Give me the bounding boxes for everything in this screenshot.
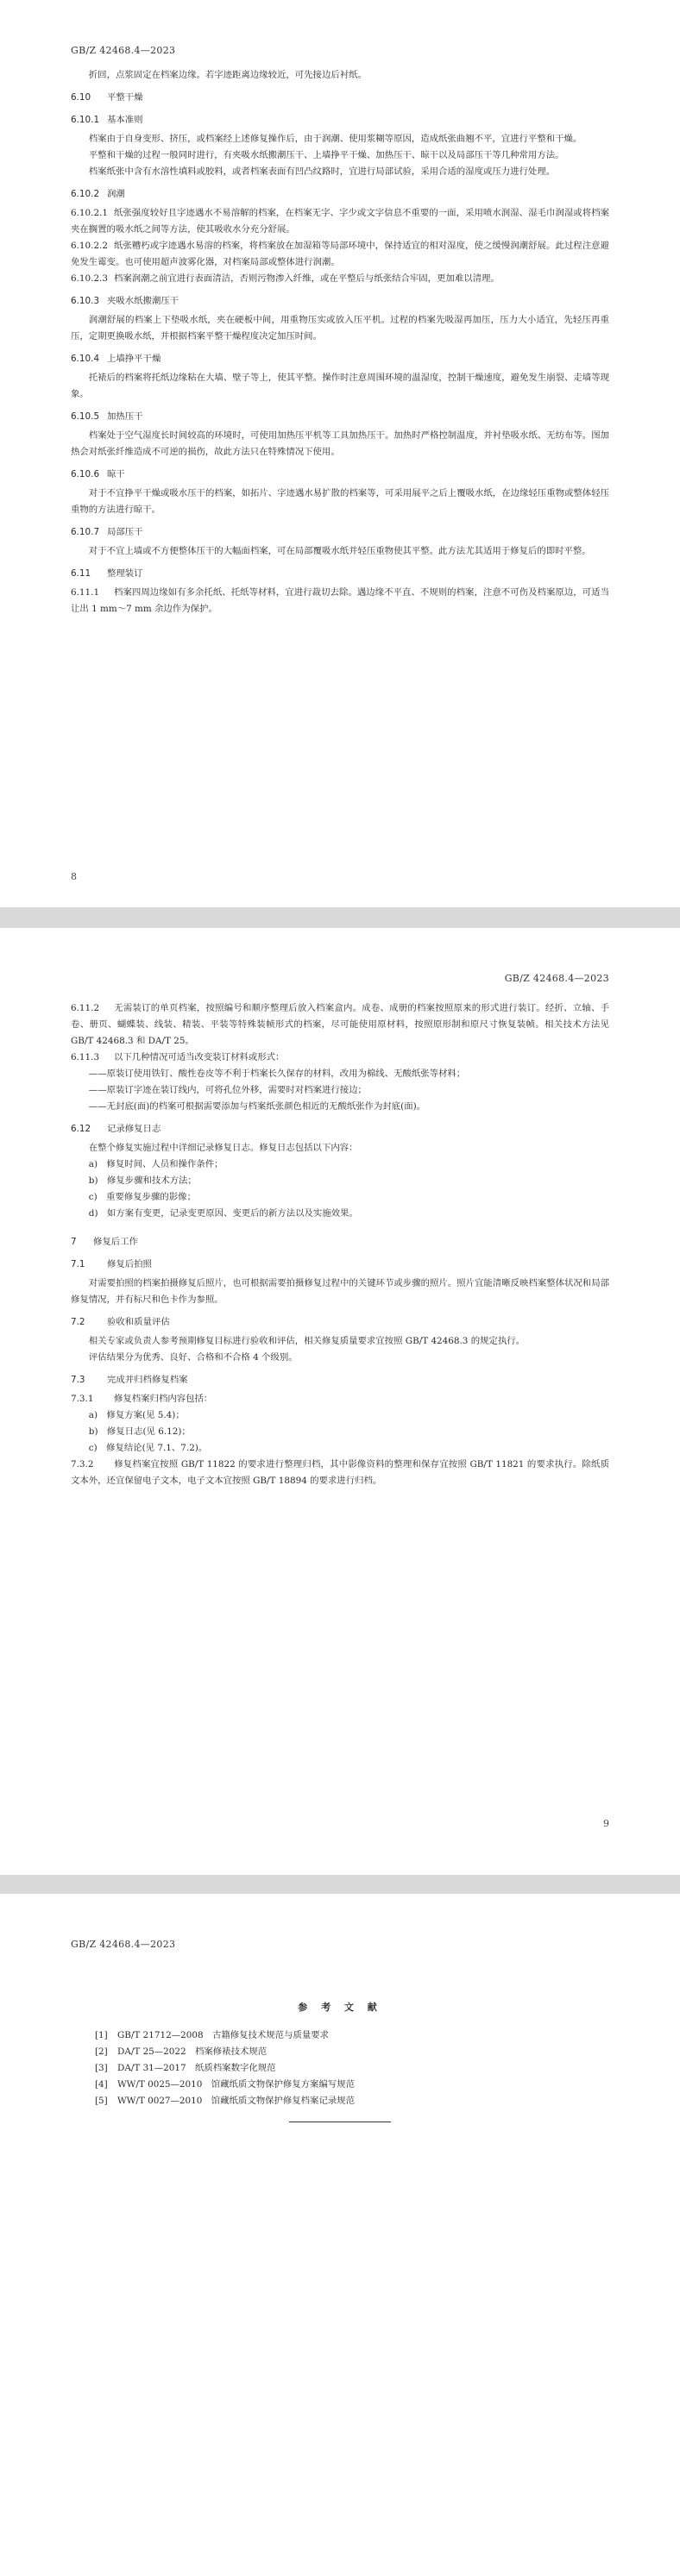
list-item: b) 修复日志(见 6.12)； [88,1426,191,1437]
paragraph: 托裱后的档案将托纸边缘粘在大墙、壁子等上，使其平整。操作时注意周围环境的温湿度，控制干燥速度，避免发生崩裂、走墙等现象。 [71,373,609,399]
document-page-3 [0,1894,680,2576]
dash-item: ——原装订字迹在装订线内，可将孔位外移，需要时对档案进行接边； [88,1085,367,1095]
numbered-clause: 6.10.2.3 档案润潮之前宜进行表面清洁，否则污物渗入纤维，或在平整后与纸张结合牢固，更加难以清理。 [71,273,500,284]
numbered-clause: 6.11.2 无需装订的单页档案，按照编号和顺序整理后放入档案盒内。成卷、成册的档案按照原来的形式进行装订。经折、立轴、手卷、册页、蝴蝶装、线装、精装、平装等特殊装帧形式的档案，尽可能使用原材料，按照原形制和原尺寸恢复装帧。相关技术方法见 GB/T 42468.3 和 DA/T 25。 [71,1003,609,1046]
section-heading-6-10-1: 6.10.1 基本准则 [71,115,143,125]
reference-item: [2] DA/T 25—2022 档案修裱技术规范 [95,2046,268,2057]
numbered-clause: 6.11.1 档案四周边缘如有多余托纸、托纸等材料，宜进行裁切去除。遇边缘不平直、不规则的档案，注意不可伤及档案原边，可适当让出 1 mm～7 mm 余边作为保护。 [71,587,609,614]
section-heading-7-2: 7.2 验收和质量评估 [71,1317,170,1327]
numbered-clause: 6.10.2.2 纸张糟朽或字迹遇水易溶的档案，将档案放在加湿箱等局部环境中，保持适宜的相对湿度，使之缓慢润潮舒展。此过程注意避免发生霉变。也可使用超声波雾化器，对档案局部或整体进行润潮。 [71,241,609,267]
paragraph: 档案由于自身变形、挤压，或档案经上述修复操作后，由于润潮、使用浆糊等原因，造成纸张曲翘不平，宜进行平整和干燥。 [88,134,582,144]
section-heading-7-1: 7.1 修复后拍照 [71,1259,152,1269]
page-header: GB/Z 42468.4—2023 [504,973,609,984]
section-heading-6-10-3: 6.10.3 夹吸水纸搬潮压干 [71,296,179,306]
dash-item: ——无封底(面)的档案可根据需要添加与档案纸张颜色相近的无酸纸张作为封底(面)。 [88,1101,426,1112]
paragraph: 相关专家或负责人参考预期修复目标进行验收和评估，相关修复质量要求宜按照 GB/T 42468.3 的规定执行。 [88,1336,526,1346]
list-item: a) 修复时间、人员和操作条件； [88,1159,224,1169]
section-heading-6-10-5: 6.10.5 加热压干 [71,411,143,422]
dash-item: ——原装订使用铁钉、酸性卷皮等不利于档案长久保存的材料，改用为棉线、无酸纸张等材料； [88,1069,466,1079]
paragraph: 在整个修复实施过程中详细记录修复日志。修复日志包括以下内容： [88,1143,358,1153]
paragraph: 平整和干燥的过程一般同时进行，有夹吸水纸搬潮压干、上墙挣平干燥、加热压干、晾干以及局部压干等几种常用方法。 [88,150,564,160]
paragraph: 档案处于空气湿度长时间较高的环境时，可使用加热压平机等工具加热压干。加热时严格控制温度，并衬垫吸水纸、无纺布等。图加热会对纸张纤维造成不可逆的损伤，故此方法只在特殊情况下使用。 [71,430,609,457]
page-number: 9 [603,1818,609,1829]
reference-item: [3] DA/T 31—2017 纸质档案数字化规范 [95,2063,276,2073]
page-number: 8 [71,871,77,882]
section-heading-6-11: 6.11 整理装订 [71,568,143,579]
list-item: b) 修复步骤和技术方法； [88,1175,197,1186]
paragraph: 对需要拍照的档案拍摄修复后照片，也可根据需要拍摄修复过程中的关键环节或步骤的照片。照片宜能清晰反映档案整体状况和局部修复情况，并有标尺和色卡作为参照。 [71,1278,609,1305]
references-section [71,1999,609,2122]
paragraph: 评估结果分为优秀、良好、合格和不合格 4 个级别。 [88,1352,298,1363]
list-item: c) 修复结论(见 7.1、7.2)。 [88,1443,208,1453]
section-heading-6-12: 6.12 记录修复日志 [71,1124,161,1134]
paragraph: 对于不宜上墙或不方便整体压干的大幅面档案，可在局部覆吸水纸并轻压重物使其平整。此方法尤其适用于修复后的即时平整。 [88,546,591,556]
paragraph: 对于不宜挣平干燥或吸水压干的档案，如拓片、字迹遇水易扩散的档案等，可采用展平之后上覆吸水纸，在边缘轻压重物或整体轻压重物的方法进行晾干。 [71,488,609,515]
page-body [71,67,609,617]
section-heading-6-10-6: 6.10.6 晾干 [71,469,125,479]
numbered-clause: 7.3.2 修复档案宜按照 GB/T 11822 的要求进行整理归档，其中影像资料的整理和保存宜按照 GB/T 11821 的要求执行。除纸质文本外，还宜保留电子文本，电子文本宜按照 GB/T 18894 的要求进行归档。 [71,1459,609,1486]
numbered-clause: 6.10.2.1 纸张强度较好且字迹遇水不易溶解的档案，在档案无字、字少或文字信息不重要的一面，采用喷水润湿、湿毛巾润湿或将档案夹在搁置的吸水纸之间等方法，使其吸收水分充分舒展。 [71,208,609,235]
section-heading-6-10: 6.10 平整干燥 [71,92,143,103]
numbered-clause: 6.11.3 以下几种情况可适当改变装订材料或形式： [71,1052,285,1062]
reference-item: [1] GB/T 21712—2008 古籍修复技术规范与质量要求 [95,2030,330,2040]
paragraph: 润潮舒展的档案上下垫吸水纸，夹在硬板中间，用重物压实或放入压平机。过程的档案先吸湿再加压，压力大小适宜，先轻压再重压，定期更换吸水纸，并根据档案平整干燥程度决定加压时间。 [71,315,609,342]
section-heading-7: 7 修复后工作 [71,1237,138,1247]
paragraph: 折回，点浆固定在档案边缘。若字迹距离边缘较近，可先接边后衬纸。 [88,70,367,80]
section-heading-6-10-7: 6.10.7 局部压干 [71,527,143,537]
references-title: 参 考 文 献 [298,2002,382,2013]
paragraph: 档案纸张中含有水溶性填料或胶料，或者档案表面有凹凸纹路时，宜进行局部试验，采用合适的湿度或压力进行处理。 [88,166,556,177]
page-header: GB/Z 42468.4—2023 [71,45,176,56]
document-page-2 [0,928,680,1875]
page-header: GB/Z 42468.4—2023 [71,1939,176,1950]
reference-item: [4] WW/T 0025—2010 馆藏纸质文物保护修复方案编写规范 [95,2079,356,2090]
list-item: a) 修复方案(见 5.4)； [88,1410,185,1420]
document-page-1 [0,0,680,907]
reference-item: [5] WW/T 0027—2010 馆藏纸质文物保护修复档案记录规范 [95,2096,356,2106]
section-heading-7-3: 7.3 完成并归档修复档案 [71,1375,188,1385]
section-heading-6-10-4: 6.10.4 上墙挣平干燥 [71,354,161,364]
numbered-clause: 7.3.1 修复档案归档内容包括： [71,1394,213,1404]
list-item: c) 重要修复步骤的影像； [88,1192,196,1202]
section-heading-6-10-2: 6.10.2 润潮 [71,189,125,199]
list-item: d) 如方案有变更，记录变更原因、变更后的新方法以及实施效果。 [88,1208,358,1219]
page-body [71,1000,609,1489]
